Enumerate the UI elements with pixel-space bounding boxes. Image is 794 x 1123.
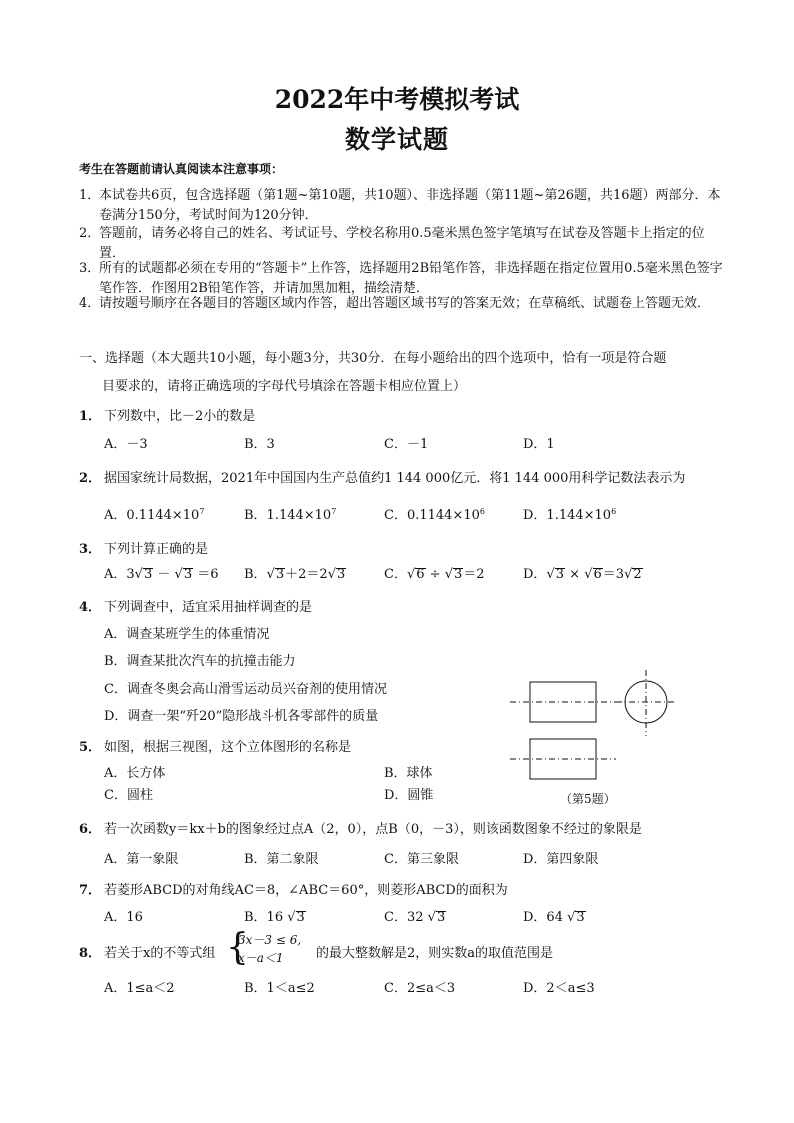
page-subtitle: 数学试题 [344,125,449,154]
radical-sign-icon: √ [567,910,576,925]
radical-sign-icon: √ [546,567,555,582]
question-number: 3． [79,542,102,557]
option-d [523,504,616,523]
radicand: 3 [436,910,446,925]
result: ＝2 [463,567,485,582]
page-title: 2022年中考模拟考试 [274,85,520,114]
radicand: 3 [454,567,463,582]
section-heading-line1: 一、选择题（本大题共10小题，每小题3分，共30分．在每小题给出的四个选项中，恰有一项是符合题 [79,351,667,366]
option-a-exponent: 7 [199,507,205,516]
option-b: B．3 [244,437,275,452]
notice-item-text: 请按题号顺序在各题目的答题区域内作答，超出答题区域书写的答案无效；在草稿纸、试题卷上答题无效． [99,296,711,311]
operator: × [569,567,581,582]
radical-sign-icon: √ [327,567,336,582]
three-view-figure [508,668,688,788]
option-d: D．1 [523,437,555,452]
option-d [523,563,643,582]
option-c: C．圆柱 [104,788,153,803]
inequality-line-2: x－a＜1 [238,951,284,965]
option-a: A．第一象限 [104,852,179,867]
radical-sign-icon: √ [406,567,416,582]
notice-item-number: 3． [79,261,101,276]
option-d-text: D．1.144×10 [523,508,612,523]
option-a: A．16 [104,910,143,925]
option-label: A． [104,567,127,582]
option-label: C．32 [384,910,424,925]
notice-item-text: 答题前，请务必将自己的姓名、考试证号、学校名称用0.5毫米黑色签字笔填写在试卷及答题卡上指定的位置． [99,226,705,261]
option-c-text: C．0.1144×10 [384,508,480,523]
question-text: 如图，根据三视图，这个立体图形的名称是 [104,740,352,755]
radical-sign-icon: √ [134,567,143,582]
option-d-exponent: 6 [611,507,617,516]
option-c-exponent: 6 [479,507,485,516]
option-label: D．64 [523,910,563,925]
option-c [384,906,446,925]
notice-item [79,259,729,299]
option-d: D．圆锥 [384,788,434,803]
option-c: C．调查冬奥会高山滑雪运动员兴奋剂的使用情况 [104,682,387,697]
radicand: 3 [183,567,193,582]
question-text: 下列调查中，适宜采用抽样调查的是 [104,600,313,615]
option-c: C．第三象限 [384,852,459,867]
option-b: B．1＜a≤2 [244,981,315,996]
option-a [104,504,204,523]
result: ＝6 [197,567,219,582]
option-d: D．2＜a≤3 [523,981,595,996]
question-number: 6． [79,822,102,837]
option-b [244,906,306,925]
notice-item-text: 所有的试题都必须在专用的“答题卡”上作答，选择题用2B铅笔作答，非选择题在指定位置用0.5毫米黑色签字笔作答．作图用2B铅笔作答，并请加黑加粗，描绘清楚． [99,261,723,296]
question-number: 7． [79,883,102,898]
option-b [244,504,336,523]
radical-sign-icon: √ [266,567,275,582]
radicand: 2 [633,567,642,582]
question-text: 若一次函数y＝kx＋b的图象经过点A（2，0），点B（0，－3），则该函数图象不经过的象限是 [104,822,642,837]
option-a-text: A．0.1144×10 [104,508,200,523]
radicand: 3 [143,567,153,582]
question-text: 若菱形ABCD的对角线AC＝8，∠ABC＝60°，则菱形ABCD的面积为 [104,883,508,898]
notice-item [79,186,729,226]
option-label: B． [244,567,267,582]
notice-item-number: 1． [79,188,101,203]
option-b: B．调查某批次汽车的抗撞击能力 [104,654,296,669]
operator: － [157,567,171,582]
radicand: 3 [576,910,585,925]
inequality-system [226,928,318,968]
radicand: 3 [296,910,305,925]
question-number: 1． [79,409,102,424]
question-number: 4． [79,600,102,615]
question-number: 5． [79,740,102,755]
result: ＝3 [602,567,625,582]
radical-sign-icon: √ [584,567,593,582]
option-b: B．球体 [384,766,433,781]
left-brace-icon: { [226,927,249,968]
notice-item-number: 4． [79,296,101,311]
option-a: A．1≤a＜2 [104,981,175,996]
notice-item-number: 2． [79,226,101,241]
radical-sign-icon: √ [287,910,296,925]
radical-sign-icon: √ [174,567,183,582]
figure-caption: （第5题） [560,792,616,806]
option-c: C．2≤a＜3 [384,981,456,996]
radical-sign-icon: √ [444,567,454,582]
radicand: 6 [416,567,425,582]
option-d [523,906,586,925]
radicand: 3 [336,567,346,582]
question-text: 下列计算正确的是 [104,542,209,557]
radical-sign-icon: √ [624,567,633,582]
option-c: C．－1 [384,437,429,452]
option-c [384,504,485,523]
option-a: A．调查某班学生的体重情况 [104,627,270,642]
option-d: D．调查一架“歼20”隐形战斗机各零部件的质量 [104,709,379,724]
notice-heading: 考生在答题前请认真阅读本注意事项： [79,162,284,176]
notice-item [79,294,729,334]
question-number: 2． [79,471,102,486]
option-c [384,563,485,582]
option-a: A．长方体 [104,766,166,781]
radical-sign-icon: √ [427,910,436,925]
option-label: C． [384,567,407,582]
question-text: 下列数中，比－2小的数是 [104,409,256,424]
notice-item [79,224,729,264]
section-heading-line2: 目要求的，请将正确选项的字母代号填涂在答题卡相应位置上） [102,379,467,394]
option-label: B．16 [244,910,284,925]
question-number: 8． [79,946,102,961]
option-b-text: B．1.144×10 [244,508,332,523]
option-a: A．－3 [104,437,148,452]
operator: ÷ [429,567,441,582]
radicand: 3 [555,567,565,582]
option-b [244,563,346,582]
question-text-pre: 若关于x的不等式组 [104,946,216,961]
inequality-line-1: 3x－3 ≤ 6, [238,933,302,947]
option-label: D． [523,567,547,582]
option-b-exponent: 7 [331,507,337,516]
question-text-post: 的最大整数解是2，则实数a的取值范围是 [316,946,554,961]
coefficient: 3 [126,567,135,582]
option-b: B．第二象限 [244,852,319,867]
option-d: D．第四象限 [523,852,599,867]
radicand: 6 [593,567,602,582]
notice-item-text: 本试卷共6页，包含选择题（第1题~第10题，共10题）、非选择题（第11题~第26题，共16题）两部分．本卷满分150分，考试时间为120分钟． [99,188,721,223]
operator: ＋2＝2 [285,567,328,582]
radicand: 3 [275,567,285,582]
option-a [104,563,219,582]
question-text: 据国家统计局数据，2021年中国国内生产总值约1 144 000亿元．将1 144 000用科学记数法表示为 [104,471,686,486]
